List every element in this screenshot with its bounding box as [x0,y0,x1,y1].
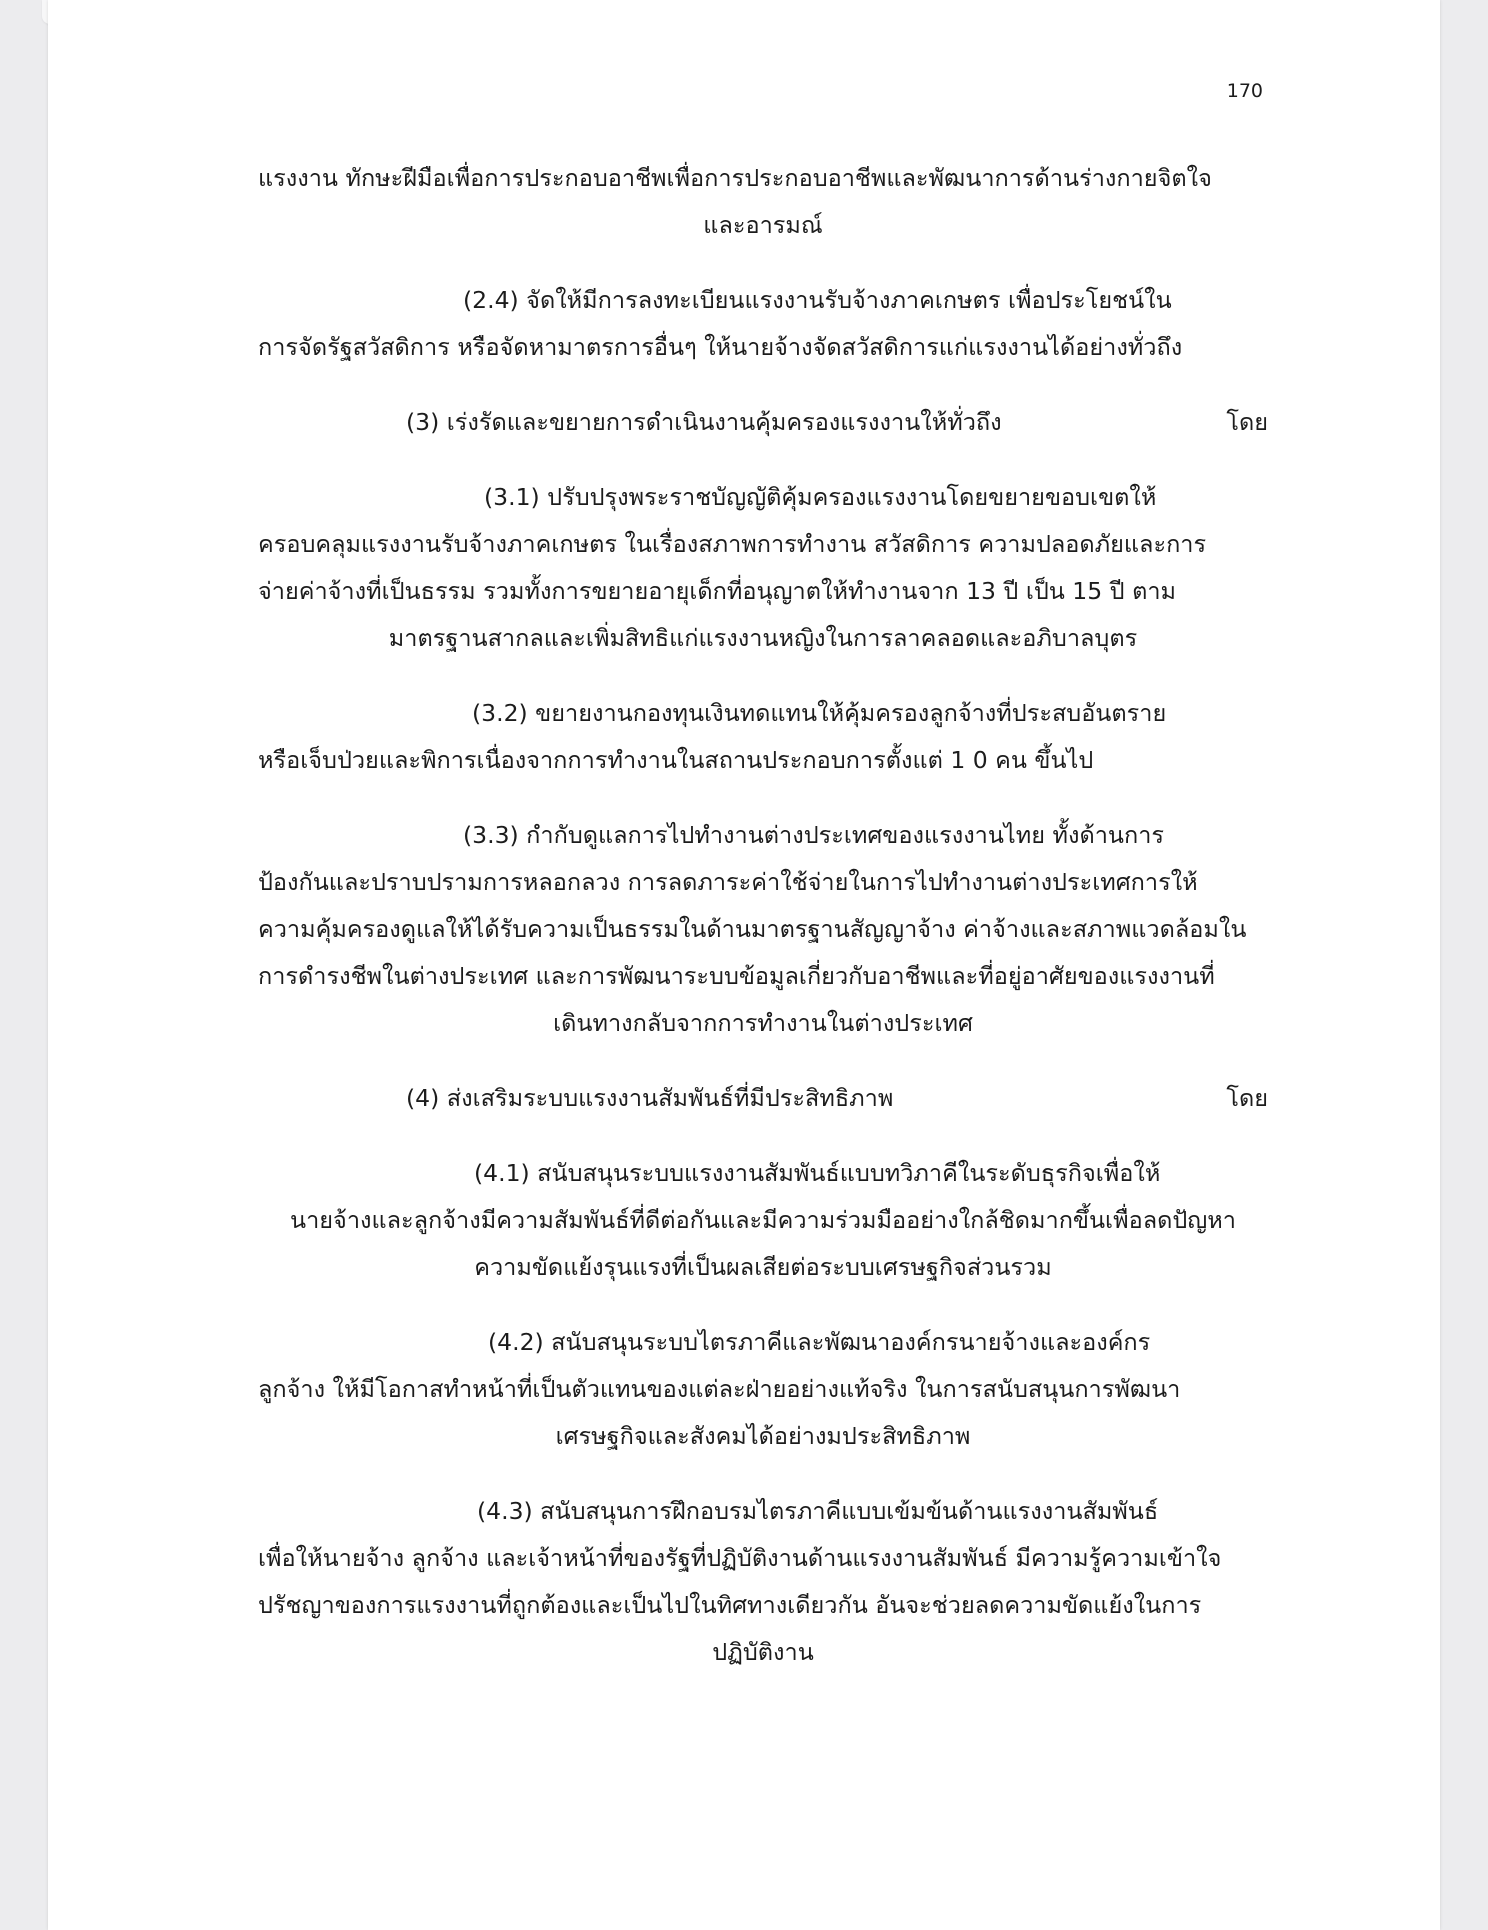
text-line: ลูกจ้าง ให้มีโอกาสทำหน้าที่เป็นตัวแทนของแต่ละฝ่ายอย่างแท้จริง ในการสนับสนุนการพัฒนา [258,1375,1181,1403]
text-line: (3.3) กำกับดูแลการไปทำงานต่างประเทศของแรงงานไทย ทั้งด้านการ [463,821,1165,849]
text-line: หรือเจ็บป่วยและพิการเนื่องจากการทำงานในสถานประกอบการตั้งแต่ 1 0 คน ขึ้นไป [258,746,1094,774]
text-line: (4) ส่งเสริมระบบแรงงานสัมพันธ์ที่มีประสิทธิภาพ [406,1084,894,1112]
text-line: (2.4) จัดให้มีการลงทะเบียนแรงงานรับจ้างภาคเกษตร เพื่อประโยชน์ใน [463,286,1172,314]
paragraph-item-4-1 [258,1150,1268,1291]
document-body [258,155,1268,1704]
text-line: โดย [1226,408,1268,436]
text-line: เศรษฐกิจและสังคมได้อย่างมประสิทธิภาพ [555,1422,971,1450]
text-line: และอารมณ์ [703,211,823,239]
text-line-row [258,1075,1268,1122]
text-line: จ่ายค่าจ้างที่เป็นธรรม รวมทั้งการขยายอายุเด็กที่อนุญาตให้ทำงานจาก 13 ปี เป็น 15 ปี ตาม [258,577,1177,605]
text-line: (4.3) สนับสนุนการฝึกอบรมไตรภาคีแบบเข้มข้นด้านแรงงานสัมพันธ์ [477,1497,1159,1525]
paragraph-item-2-4 [258,277,1268,371]
text-line: ป้องกันและปราบปรามการหลอกลวง การลดภาระค่าใช้จ่ายในการไปทำงานต่างประเทศการให้ [258,868,1198,896]
text-line: (4.2) สนับสนุนระบบไตรภาคีและพัฒนาองค์กรนายจ้างและองค์กร [488,1328,1151,1356]
text-line: แรงงาน ทักษะฝีมือเพื่อการประกอบอาชีพเพื่อการประกอบอาชีพและพัฒนาการด้านร่างกายจิตใจ [258,164,1212,192]
text-line: การดำรงชีพในต่างประเทศ และการพัฒนาระบบข้อมูลเกี่ยวกับอาชีพและที่อยู่อาศัยของแรงงานที่ [258,962,1215,990]
text-line: (3) เร่งรัดและขยายการดำเนินงานคุ้มครองแรงงานให้ทั่วถึง [406,408,1002,436]
text-line: (3.1) ปรับปรุงพระราชบัญญัติคุ้มครองแรงงานโดยขยายขอบเขตให้ [484,483,1157,511]
text-line: นายจ้างและลูกจ้างมีความสัมพันธ์ที่ดีต่อกันและมีความร่วมมืออย่างใกล้ชิดมากขึ้นเพื่อลดปัญหา [290,1206,1236,1234]
paragraph-item-3-1 [258,474,1268,662]
paragraph-intro [258,155,1268,249]
text-line: เดินทางกลับจากการทำงานในต่างประเทศ [553,1009,973,1037]
document-page [48,0,1440,1930]
paragraph-item-3 [258,399,1268,446]
page-number: 170 [1226,80,1263,102]
text-line: (4.1) สนับสนุนระบบแรงงานสัมพันธ์แบบทวิภาคีในระดับธุรกิจเพื่อให้ [474,1159,1161,1187]
text-line: ครอบคลุมแรงงานรับจ้างภาคเกษตร ในเรื่องสภาพการทำงาน สวัสดิการ ความปลอดภัยและการ [258,530,1207,558]
paragraph-item-3-2 [258,690,1268,784]
paragraph-item-3-3 [258,812,1268,1047]
text-line: การจัดรัฐสวัสดิการ หรือจัดหามาตรการอื่นๆ ให้นายจ้างจัดสวัสดิการแก่แรงงานได้อย่างทั่วถึง [258,333,1183,361]
text-line-row [258,399,1268,446]
text-line: โดย [1226,1084,1268,1112]
text-line: (3.2) ขยายงานกองทุนเงินทดแทนให้คุ้มครองลูกจ้างที่ประสบอันตราย [472,699,1167,727]
text-line: ความคุ้มครองดูแลให้ได้รับความเป็นธรรมในด้านมาตรฐานสัญญาจ้าง ค่าจ้างและสภาพแวดล้อมใน [258,915,1247,943]
paragraph-item-4-2 [258,1319,1268,1460]
text-line: ปฏิบัติงาน [712,1638,814,1666]
text-line: เพื่อให้นายจ้าง ลูกจ้าง และเจ้าหน้าที่ของรัฐที่ปฏิบัติงานด้านแรงงานสัมพันธ์ มีความรู้ความเข้าใจ [258,1544,1222,1572]
paragraph-item-4-3 [258,1488,1268,1676]
text-line: ความขัดแย้งรุนแรงที่เป็นผลเสียต่อระบบเศรษฐกิจส่วนรวม [474,1253,1052,1281]
paragraph-item-4 [258,1075,1268,1122]
text-line: ปรัชญาของการแรงงานที่ถูกต้องและเป็นไปในทิศทางเดียวกัน อันจะช่วยลดความขัดแย้งในการ [258,1591,1202,1619]
text-line: มาตรฐานสากลและเพิ่มสิทธิแก่แรงงานหญิงในการลาคลอดและอภิบาลบุตร [388,624,1138,652]
